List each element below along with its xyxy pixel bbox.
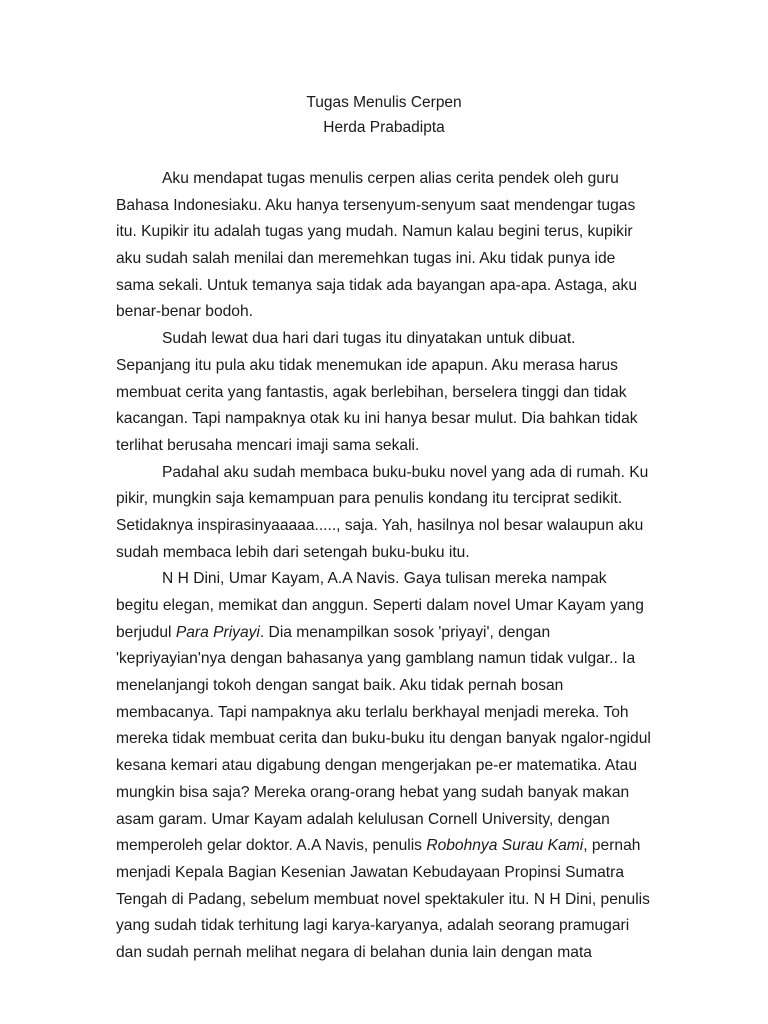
line-text: mereka tidak membuat cerita dan buku-buku itu dengan banyak ngalor-ngidul xyxy=(116,730,651,748)
line-text: dan sudah pernah melihat negara di belahan dunia lain dengan mata xyxy=(116,943,592,961)
text-line xyxy=(116,246,656,273)
line-text: membuat cerita yang fantastis, agak berlebihan, berselera tinggi dan tidak xyxy=(116,383,627,401)
text-line xyxy=(116,807,656,834)
text-line xyxy=(116,726,656,753)
text-line xyxy=(116,166,656,193)
line-text: begitu elegan, memikat dan anggun. Seperti dalam novel Umar Kayam yang xyxy=(116,597,644,614)
line-text: menjadi Kepala Bagian Kesenian Jawatan Kebudayaan Propinsi Sumatra xyxy=(116,863,624,881)
text-line xyxy=(116,299,656,326)
line-text: . Dia menampilkan sosok 'priyayi', dengan xyxy=(259,623,551,641)
line-text: Tengah di Padang, sebelum membuat novel spektakuler itu. N H Dini, penulis xyxy=(116,890,650,908)
text-line xyxy=(116,486,656,513)
text-line xyxy=(116,460,656,487)
text-line xyxy=(116,353,656,380)
text-line xyxy=(116,780,656,807)
line-text: Padahal aku sudah membaca buku-buku novel yang ada di rumah. Ku xyxy=(162,463,649,481)
line-text: mungkin bisa saja? Mereka orang-orang hebat yang sudah banyak makan xyxy=(116,783,630,801)
italic-title: Robohnya Surau Kami xyxy=(426,837,584,855)
line-text: sudah membaca lebih dari setengah buku-buku itu. xyxy=(116,543,470,561)
line-text: Sudah lewat dua hari dari tugas itu dinyatakan untuk dibuat. xyxy=(162,330,576,348)
document-author: Herda Prabadipta xyxy=(323,119,445,136)
italic-title: Para Priyayi xyxy=(175,623,260,641)
text-line xyxy=(116,593,656,620)
line-text: yang sudah tidak terhitung lagi karya-karyanya, adalah seorang pramugari xyxy=(116,917,630,935)
text-line xyxy=(116,219,656,246)
text-line xyxy=(116,513,656,540)
line-text: kesana kemari atau digabung dengan mengerjakan pe-er matematika. Atau xyxy=(116,757,637,775)
text-line xyxy=(116,380,656,407)
text-line xyxy=(116,673,656,700)
line-text: menelanjangi tokoh dengan sangat baik. Aku tidak pernah bosan xyxy=(116,677,564,695)
line-text: pikir, mungkin saja kemampuan para penulis kondang itu terciprat sedikit. xyxy=(116,490,623,508)
text-line xyxy=(116,273,656,300)
text-line xyxy=(116,646,656,673)
line-text: berjudul xyxy=(116,623,176,641)
document-title: Tugas Menulis Cerpen xyxy=(306,94,462,111)
line-text: N H Dini, Umar Kayam, A.A Navis. Gaya tulisan mereka nampak xyxy=(162,570,607,588)
text-line xyxy=(116,833,656,860)
line-text: Bahasa Indonesiaku. Aku hanya tersenyum-senyum saat mendengar tugas xyxy=(116,196,636,214)
line-text: memperoleh gelar doktor. A.A Navis, penulis xyxy=(116,837,427,855)
line-text: terlihat berusaha mencari imaji sama sekali. xyxy=(116,436,420,454)
line-text: Sepanjang itu pula aku tidak menemukan ide apapun. Aku merasa harus xyxy=(116,356,618,374)
line-text: Aku mendapat tugas menulis cerpen alias cerita pendek oleh guru xyxy=(162,170,619,187)
document-body xyxy=(116,166,656,967)
line-text: benar-benar bodoh. xyxy=(116,303,253,321)
line-text: itu. Kupikir itu adalah tugas yang mudah. Namun kalau begini terus, kupikir xyxy=(116,223,633,241)
text-line xyxy=(116,913,656,940)
text-line xyxy=(116,887,656,914)
line-text: , pernah xyxy=(583,837,641,855)
text-line xyxy=(116,753,656,780)
text-line xyxy=(116,193,656,220)
text-line xyxy=(116,326,656,353)
text-line xyxy=(116,700,656,727)
text-line xyxy=(116,540,656,567)
line-text: asam garam. Umar Kayam adalah kelulusan Cornell University, dengan xyxy=(116,810,610,828)
line-text: kacangan. Tapi nampaknya otak ku ini hanya besar mulut. Dia bahkan tidak xyxy=(116,410,638,428)
text-line xyxy=(116,406,656,433)
line-text: Setidaknya inspirasinyaaaaa....., saja. Yah, hasilnya nol besar walaupun aku xyxy=(116,516,644,534)
text-line xyxy=(116,940,656,967)
line-text: sama sekali. Untuk temanya saja tidak ada bayangan apa-apa. Astaga, aku xyxy=(116,276,637,294)
line-text: membacanya. Tapi nampaknya aku terlalu berkhayal menjadi mereka. Toh xyxy=(116,703,629,721)
text-line xyxy=(116,620,656,647)
line-text: aku sudah salah menilai dan meremehkan tugas ini. Aku tidak punya ide xyxy=(116,250,616,268)
text-line xyxy=(116,433,656,460)
line-text: 'kepriyayian'nya dengan bahasanya yang gamblang namun tidak vulgar.. Ia xyxy=(116,650,636,668)
text-line xyxy=(116,566,656,593)
text-line xyxy=(116,860,656,887)
